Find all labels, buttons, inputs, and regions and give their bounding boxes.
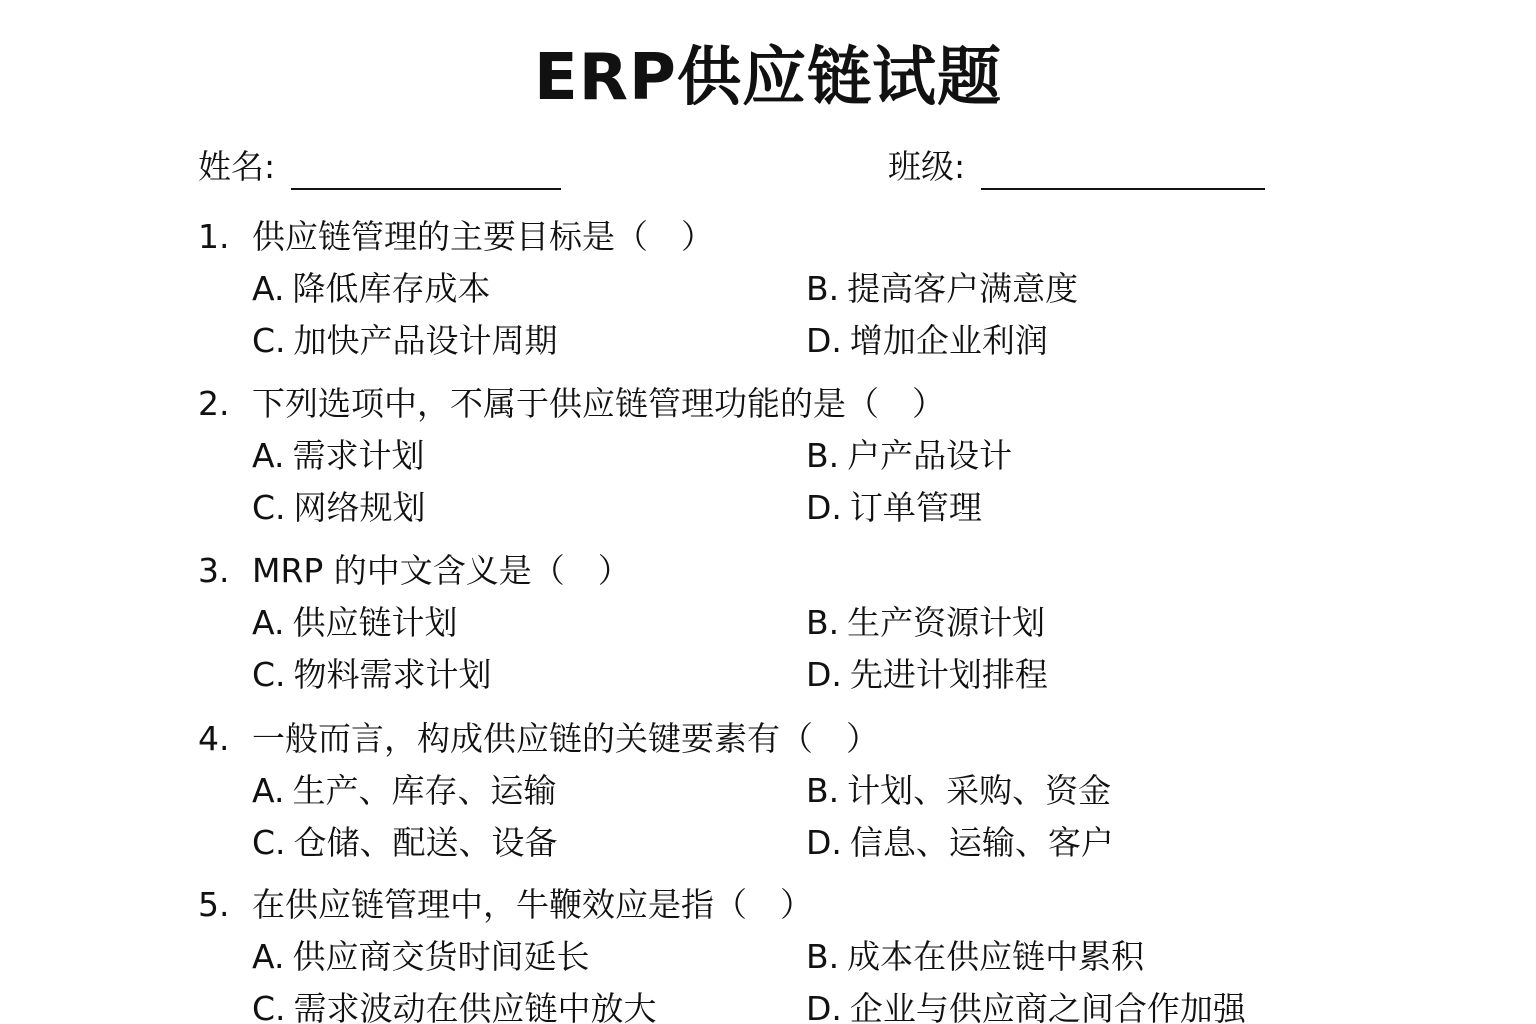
name-label: 姓名: <box>198 147 276 186</box>
question-stem <box>198 883 1398 927</box>
option-a[interactable]: A. 供应链计划 <box>252 603 458 642</box>
question-5 <box>198 883 1398 1024</box>
option-d[interactable]: D. 增加企业利润 <box>806 321 1048 360</box>
question-stem <box>198 717 1398 761</box>
name-blank-line[interactable] <box>291 148 561 190</box>
question-2 <box>198 382 1398 530</box>
question-text: 在供应链管理中，牛鞭效应是指（ ） <box>252 885 813 924</box>
option-d[interactable]: D. 企业与供应商之间合作加强 <box>806 989 1246 1024</box>
options <box>198 761 1398 865</box>
question-stem <box>198 215 1398 259</box>
class-label: 班级: <box>888 147 966 186</box>
option-c[interactable]: C. 需求波动在供应链中放大 <box>252 989 657 1024</box>
option-c[interactable]: C. 网络规划 <box>252 488 426 527</box>
question-number: 5. <box>198 885 230 924</box>
question-text: 一般而言，构成供应链的关键要素有（ ） <box>252 719 879 758</box>
question-text: 供应链管理的主要目标是（ ） <box>252 217 714 256</box>
option-a[interactable]: A. 降低库存成本 <box>252 269 491 308</box>
name-field <box>198 144 561 190</box>
option-d[interactable]: D. 订单管理 <box>806 488 982 527</box>
option-a[interactable]: A. 需求计划 <box>252 436 425 475</box>
option-b[interactable]: B. 成本在供应链中累积 <box>806 937 1145 976</box>
question-stem <box>198 382 1398 426</box>
question-number: 4. <box>198 719 230 758</box>
question-1 <box>198 215 1398 363</box>
options <box>198 927 1398 1024</box>
question-3 <box>198 549 1398 697</box>
option-b[interactable]: B. 提高客户满意度 <box>806 269 1079 308</box>
option-c[interactable]: C. 仓储、配送、设备 <box>252 823 558 862</box>
question-text: MRP 的中文含义是（ ） <box>252 551 631 590</box>
options <box>198 259 1398 363</box>
question-stem <box>198 549 1398 593</box>
option-d[interactable]: D. 先进计划排程 <box>806 655 1048 694</box>
option-b[interactable]: B. 生产资源计划 <box>806 603 1046 642</box>
question-number: 1. <box>198 217 230 256</box>
class-field <box>888 144 1265 190</box>
option-b[interactable]: B. 计划、采购、资金 <box>806 771 1112 810</box>
question-text: 下列选项中，不属于供应链管理功能的是（ ） <box>252 384 945 423</box>
option-c[interactable]: C. 加快产品设计周期 <box>252 321 558 360</box>
question-4 <box>198 717 1398 865</box>
option-a[interactable]: A. 供应商交货时间延长 <box>252 937 590 976</box>
class-blank-line[interactable] <box>981 148 1265 190</box>
option-a[interactable]: A. 生产、库存、运输 <box>252 771 557 810</box>
question-number: 3. <box>198 551 230 590</box>
page-title: ERP供应链试题 <box>534 41 1002 115</box>
option-d[interactable]: D. 信息、运输、客户 <box>806 823 1114 862</box>
options <box>198 593 1398 697</box>
option-c[interactable]: C. 物料需求计划 <box>252 655 492 694</box>
option-b[interactable]: B. 户产品设计 <box>806 436 1013 475</box>
question-number: 2. <box>198 384 230 423</box>
options <box>198 426 1398 530</box>
